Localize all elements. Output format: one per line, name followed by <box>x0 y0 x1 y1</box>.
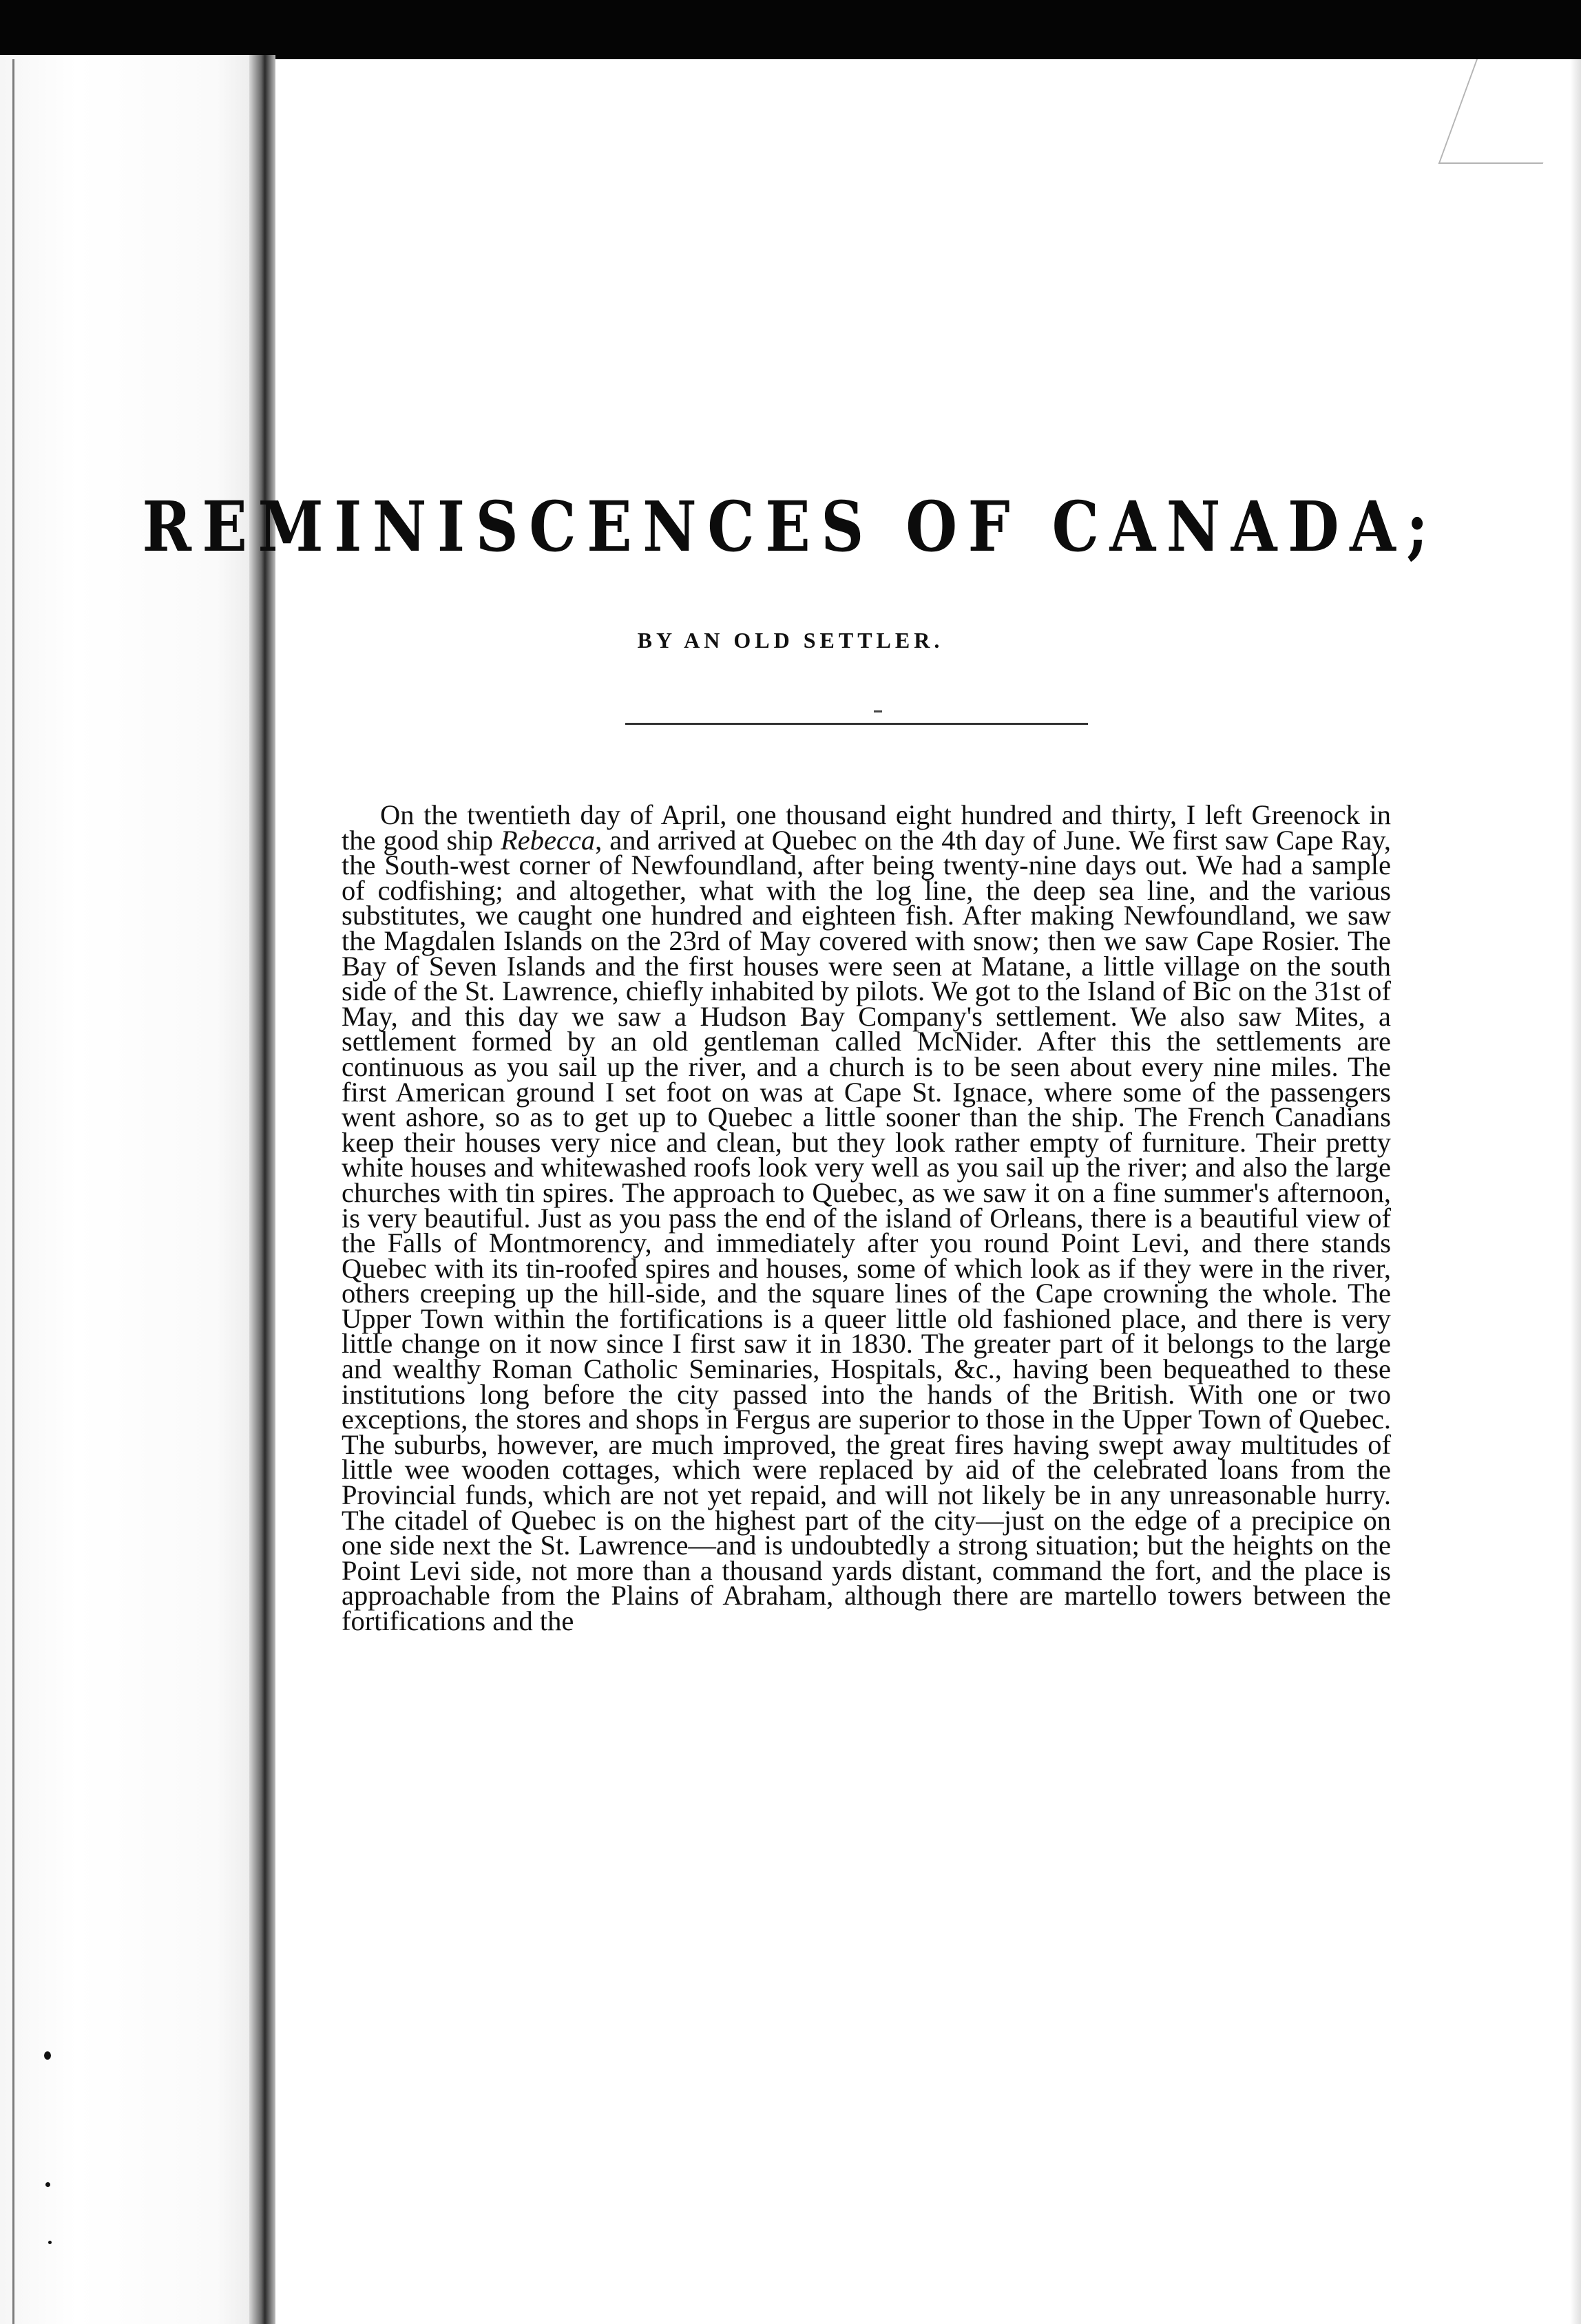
page-corner-fold <box>1438 59 1581 164</box>
paragraph-text-2: , and arrived at Quebec on the 4th day of June. We first saw Cape Ray, the South-west corner of Newfoundland, after being twenty-nine days out. We had a sample of codfishing; and altogether, what with the log line, the deep sea line, and the various substitutes, we caught one hundred and eighteen fish. After making Newfoundland, we saw the Magdalen Islands on the 23rd of May covered with snow; then we saw Cape Rosier. The Bay of Seven Islands and the first houses were seen at Matane, a little village on the south side of the St. Lawrence, chiefly inhabited by pilots. We got to the Island of Bic on the 31st of May, and this day we saw a Hudson Bay Company's settlement. We also saw Mites, a settlement formed by an old gentleman called McNider. After this the settlements are continuous as you sail up the river, and a church is to be seen about every nine miles. The first American ground I set foot on was at Cape St. Ignace, where some of the passengers went ashore, so as to get up to Quebec a little sooner than the ship. The French Canadians keep their houses very nice and clean, but they look rather empty of furniture. Their pretty white houses and whitewashed roofs look very well as you sail up the river; and also the large churches with tin spires. The approach to Quebec, as we saw it on a fine summer's afternoon, is very beautiful. Just as you pass the end of the island of Orleans, there is a beautiful view of the Falls of Montmorency, and immediately after you round Point Levi, and there stands Quebec with its tin-roofed spires and houses, some of which look as if they were in the river, others creeping up the hill-side, and the square lines of the Cape crowning the whole. The Upper Town within the fortifications is a queer little old fashioned place, and there is very little change on it now since I first saw it in 1830. The greater part of it belongs to the large and wealthy Roman Catholic Seminaries, Hospitals, &c., having been bequeathed to these institutions long before the city passed into the hands of the British. With one or two exceptions, the stores and shops in Fergus are superior to those in the Upper Town of Quebec. The suburbs, however, are much improved, the great fires having swept away multitudes of little wee wooden cottages, which were replaced by aid of the celebrated loans from the Provincial funds, which are not yet repaid, and will not likely be in any unreasonable hurry. The citadel of Quebec is on the highest part of the city—just on the edge of a precipice on one side next the St. Lawrence—and is undoubtedly a strong situation; but the heights on the Point Levi side, not more than a thousand yards distant, command the fort, and the place is approachable from the Plains of Abraham, although there are martello towers between the fortifications and the <box>342 824 1391 1636</box>
separator-rule <box>625 723 1088 725</box>
scan-speck <box>48 2241 52 2244</box>
paragraph-text-1: On the twentieth day of April, one thousand eight hundred and thirty, I left Greenock in the good ship <box>342 799 1391 856</box>
separator-mark <box>874 710 882 712</box>
ship-name: Rebecca <box>500 824 596 856</box>
scan-top-border <box>0 0 1581 59</box>
body-paragraph <box>342 799 1391 1636</box>
byline: BY AN OLD SETTLER. <box>637 628 944 653</box>
page-title: REMINISCENCES OF CANADA; <box>142 486 1439 567</box>
scan-speck <box>44 2051 51 2060</box>
scan-speck <box>45 2182 50 2187</box>
facing-page-edge <box>0 55 255 2324</box>
book-gutter <box>249 55 275 2324</box>
scan-left-line <box>12 59 14 2324</box>
body-text <box>342 799 1391 1636</box>
page-right-edge <box>1570 59 1581 2324</box>
